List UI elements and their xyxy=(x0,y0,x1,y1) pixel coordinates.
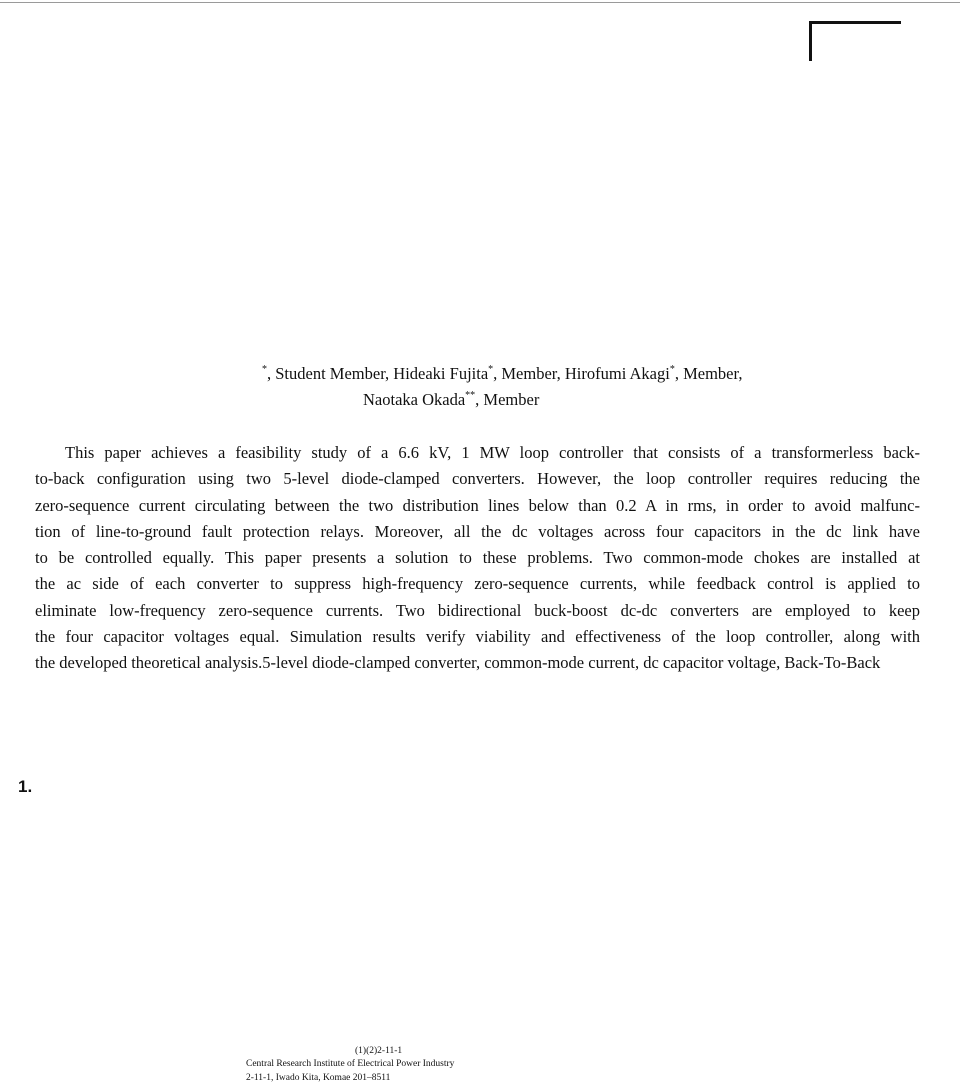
abstract-line: the four capacitor voltages equal. Simulation results verify viability and effectiveness of the loop controller, along with xyxy=(35,627,920,647)
abstract-line: This paper achieves a feasibility study of a 6.6 kV, 1 MW loop controller that consists of a transformerless back- xyxy=(65,443,920,462)
footer-institution: Central Research Institute of Electrical Power Industry xyxy=(246,1059,455,1070)
footer-code: (1)(2)2-11-1 xyxy=(355,1046,403,1056)
author-role: , Student Member, xyxy=(267,364,394,383)
abstract-line: to be controlled equally. This paper presents a solution to these problems. Two common-mode chokes are installed at xyxy=(35,548,920,568)
author-name: Hirofumi Akagi xyxy=(564,364,670,383)
abstract-line: the developed theoretical analysis.5-level diode-clamped converter, common-mode current, dc capacitor voltage, Back-To-Back xyxy=(35,653,881,673)
abstract-line: zero-sequence current circulating between the two distribution lines below than 0.2 A in rms, in order to avoid malfunc- xyxy=(35,495,920,515)
abstract xyxy=(35,440,920,677)
author-role: , Member, xyxy=(493,364,565,383)
footer-affiliation xyxy=(246,1045,566,1085)
section-heading-number: 1. xyxy=(18,777,33,796)
author-line-1 xyxy=(0,364,960,384)
abstract-line: tion of line-to-ground fault protection relays. Moreover, all the dc voltages across four capacitors in the dc link have xyxy=(35,521,920,541)
author-name: Naotaka Okada xyxy=(363,390,466,409)
author-line-2 xyxy=(0,390,960,410)
author-role: , Member, xyxy=(674,364,743,383)
footer-address: 2-11-1, Iwado Kita, Komae 201–8511 xyxy=(246,1072,391,1083)
affiliation-mark: * xyxy=(488,363,494,375)
corner-crop-mark xyxy=(809,21,901,61)
abstract-line: eliminate low-frequency zero-sequence currents. Two bidirectional buck-boost dc-dc converters are employed to keep xyxy=(35,600,920,620)
affiliation-mark: ** xyxy=(465,389,476,401)
top-rule xyxy=(0,2,960,3)
affiliation-mark: * xyxy=(262,363,267,375)
affiliation-mark: * xyxy=(669,363,675,375)
author-role: , Member xyxy=(475,390,540,409)
author-name: Hideaki Fujita xyxy=(393,364,489,383)
abstract-line: to-back configuration using two 5-level diode-clamped converters. However, the loop controller requires reducing the xyxy=(35,469,920,489)
abstract-line: the ac side of each converter to suppress high-frequency zero-sequence currents, while feedback control is applied to xyxy=(35,574,920,594)
